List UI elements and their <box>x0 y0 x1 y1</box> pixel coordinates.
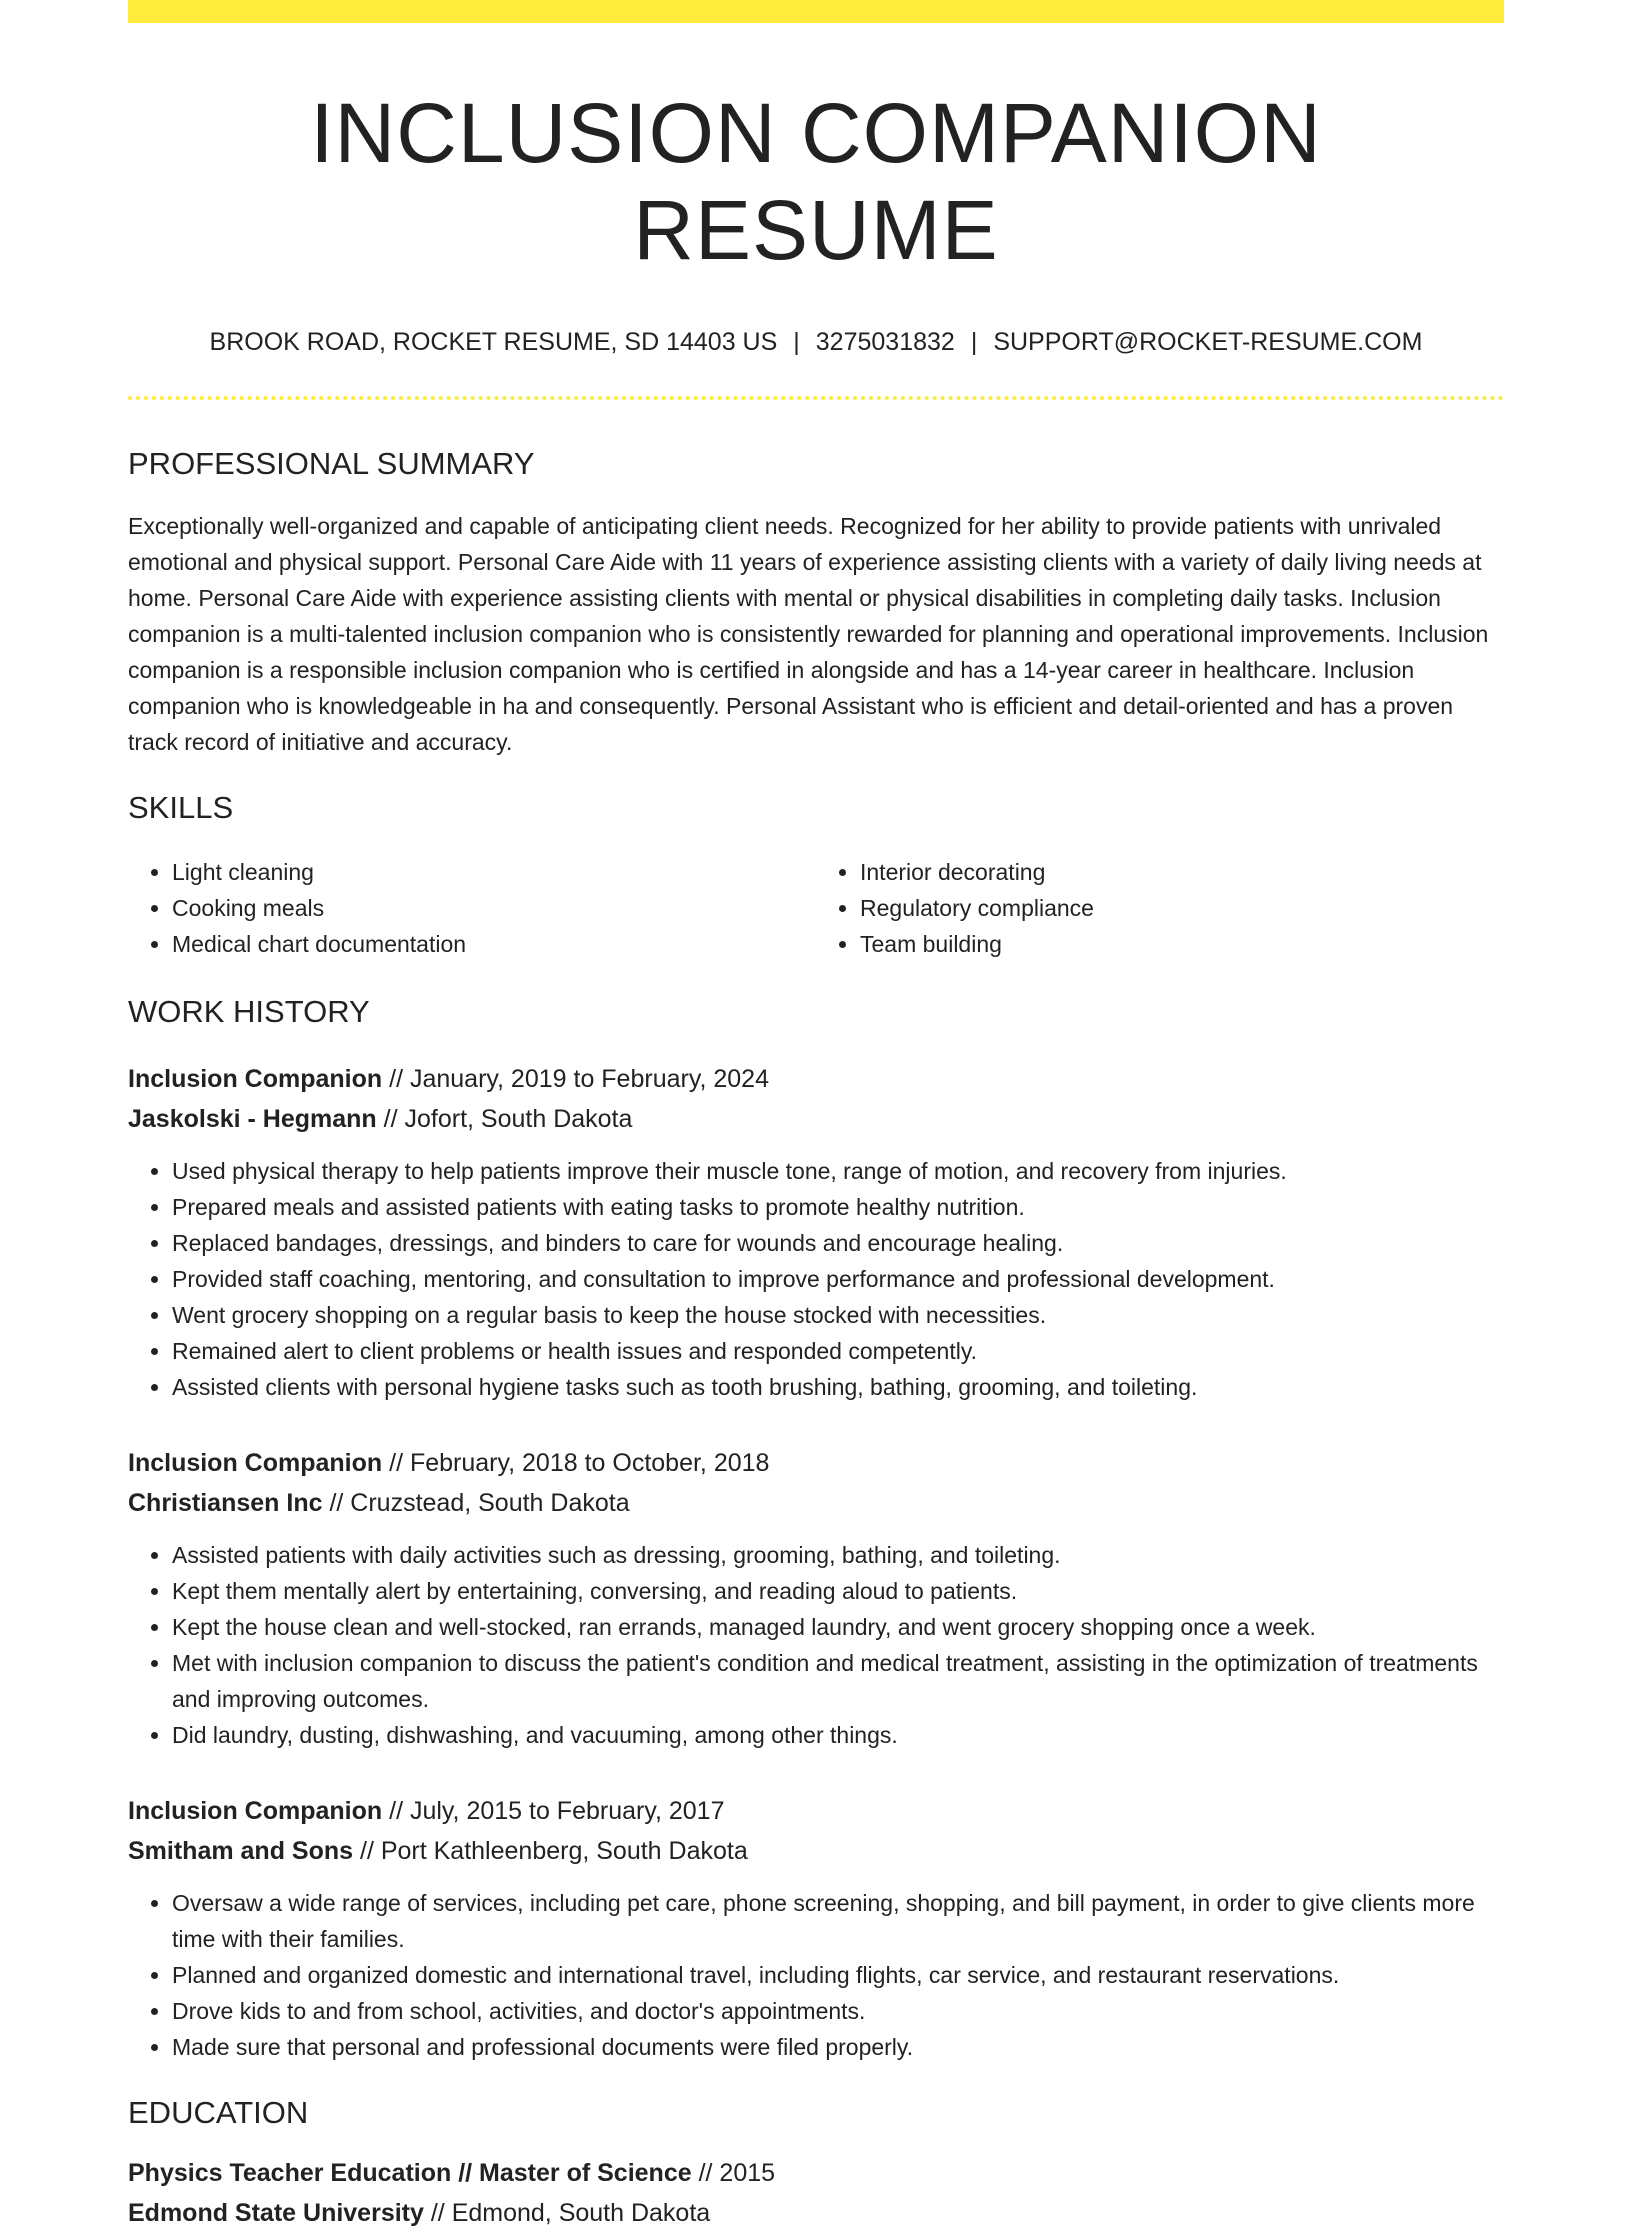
job-company: Christiansen Inc <box>128 1488 323 1517</box>
job-role: Inclusion Companion <box>128 1796 383 1825</box>
work-history-heading: WORK HISTORY <box>128 994 370 1030</box>
job-bullet: • Used physical therapy to help patients improve their muscle tone, range of motion, and recovery from injuries. <box>172 1153 1504 1189</box>
education-school: Edmond State University <box>128 2198 424 2227</box>
skills-list <box>128 854 1504 962</box>
job-dates: // July, 2015 to February, 2017 <box>382 1796 725 1825</box>
job-bullet: • Did laundry, dusting, dishwashing, and vacuuming, among other things. <box>172 1717 1504 1753</box>
job-role-line <box>128 1791 1504 1831</box>
job-bullets <box>128 1537 1504 1753</box>
summary-text: Exceptionally well-organized and capable of anticipating client needs. Recognized for her ability to provide patients with unrivaled emotional and physical support. Personal Care Aide with 11 years of experience assisting clients with a variety of daily living needs at home. Personal Care Aide with experience assisting clients with mental or physical disabilities in completing daily tasks. Inclusion companion is a multi-talented inclusion companion who is consistently rewarded for planning and operational improvements. Inclusion companion is a responsible inclusion companion who is certified in alongside and has a 14-year career in healthcare. Inclusion companion who is knowledgeable in ha and consequently. Personal Assistant who is efficient and detail-oriented and has a proven track record of initiative and accuracy. <box>128 512 1489 755</box>
contact-separator: | <box>970 328 978 357</box>
job-bullet: • Remained alert to client problems or health issues and responded competently. <box>172 1333 1504 1369</box>
job-location: // Cruzstead, South Dakota <box>322 1488 630 1517</box>
skill-item: • Cooking meals <box>172 890 816 926</box>
skill-item: • Light cleaning <box>172 854 816 890</box>
skills-column-left <box>128 854 816 962</box>
job-bullet: • Replaced bandages, dressings, and binders to care for wounds and encourage healing. <box>172 1225 1504 1261</box>
dotted-divider <box>128 396 1504 400</box>
job-company-line <box>128 1483 1504 1523</box>
education-entry <box>128 2153 1504 2233</box>
contact-email: SUPPORT@ROCKET-RESUME.COM <box>993 328 1423 357</box>
job-dates: // January, 2019 to February, 2024 <box>382 1064 769 1093</box>
education-degree: Physics Teacher Education // Master of Science <box>128 2158 692 2187</box>
job-bullets <box>128 1885 1504 2065</box>
skill-item: • Interior decorating <box>860 854 1504 890</box>
job-location: // Jofort, South Dakota <box>376 1104 633 1133</box>
job-bullet: • Planned and organized domestic and international travel, including flights, car service, and restaurant reservations. <box>172 1957 1504 1993</box>
job-bullet: • Went grocery shopping on a regular basis to keep the house stocked with necessities. <box>172 1297 1504 1333</box>
job-role-line <box>128 1059 1504 1099</box>
contact-phone: 3275031832 <box>815 328 955 357</box>
skill-item: • Regulatory compliance <box>860 890 1504 926</box>
job-company-line <box>128 1099 1504 1139</box>
education-heading: EDUCATION <box>128 2094 309 2130</box>
skill-item: • Team building <box>860 926 1504 962</box>
contact-line <box>128 326 1504 359</box>
education-school-line <box>128 2193 1504 2233</box>
job-bullet: • Assisted clients with personal hygiene tasks such as tooth brushing, bathing, grooming, and toileting. <box>172 1369 1504 1405</box>
top-accent-bar <box>128 0 1504 23</box>
job-bullet: • Met with inclusion companion to discuss the patient's condition and medical treatment, assisting in the optimization of treatments and improving outcomes. <box>172 1645 1504 1717</box>
job-bullet: • Prepared meals and assisted patients with eating tasks to promote healthy nutrition. <box>172 1189 1504 1225</box>
job-role: Inclusion Companion <box>128 1448 383 1477</box>
job-bullet: • Oversaw a wide range of services, including pet care, phone screening, shopping, and bill payment, in order to give clients more time with their families. <box>172 1885 1504 1957</box>
job-entry <box>128 1791 1504 2065</box>
job-role-line <box>128 1443 1504 1483</box>
education-year: // 2015 <box>691 2158 776 2187</box>
skills-column-right <box>816 854 1504 962</box>
job-bullets <box>128 1153 1504 1405</box>
summary-heading: PROFESSIONAL SUMMARY <box>128 445 535 481</box>
job-company: Jaskolski - Hegmann <box>128 1104 377 1133</box>
job-entry <box>128 1443 1504 1753</box>
job-role: Inclusion Companion <box>128 1064 383 1093</box>
skill-item: • Medical chart documentation <box>172 926 816 962</box>
job-bullet: • Made sure that personal and professional documents were filed properly. <box>172 2029 1504 2065</box>
resume-page <box>128 0 1504 2233</box>
job-bullet: • Drove kids to and from school, activities, and doctor's appointments. <box>172 1993 1504 2029</box>
resume-title: INCLUSION COMPANION RESUME <box>310 86 1322 277</box>
job-entry <box>128 1059 1504 1405</box>
skills-heading: SKILLS <box>128 789 234 825</box>
job-location: // Port Kathleenberg, South Dakota <box>353 1836 748 1865</box>
job-company-line <box>128 1831 1504 1871</box>
job-company: Smitham and Sons <box>128 1836 354 1865</box>
contact-separator: | <box>793 328 800 357</box>
job-bullet: • Provided staff coaching, mentoring, and consultation to improve performance and professional development. <box>172 1261 1504 1297</box>
contact-address: BROOK ROAD, ROCKET RESUME, SD 14403 US <box>209 328 778 357</box>
job-dates: // February, 2018 to October, 2018 <box>382 1448 770 1477</box>
job-bullet: • Kept the house clean and well-stocked, ran errands, managed laundry, and went grocery shopping once a week. <box>172 1609 1504 1645</box>
education-degree-line <box>128 2153 1504 2193</box>
education-location: // Edmond, South Dakota <box>423 2198 711 2227</box>
job-bullet: • Kept them mentally alert by entertaining, conversing, and reading aloud to patients. <box>172 1573 1504 1609</box>
job-bullet: • Assisted patients with daily activities such as dressing, grooming, bathing, and toileting. <box>172 1537 1504 1573</box>
